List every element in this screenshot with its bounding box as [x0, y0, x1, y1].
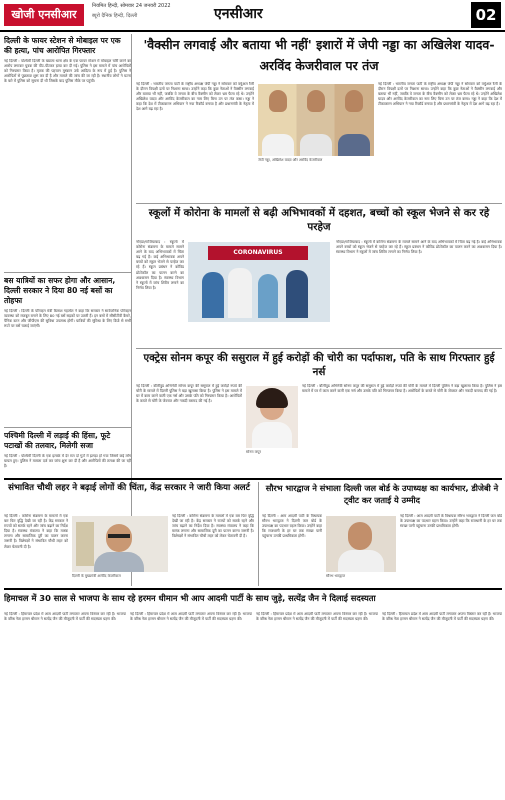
fourth-wave-text: नई दिल्ली : कोरोना संक्रमण के मामलों में एक बार फिर वृद्धि देखी जा रही है। केंद्र सरकार ने राज्यों को सतर्क रहने और जांच बढ़ाने का निर्देश दिया है। स्वास्थ्य मंत्रालय ने कहा कि मास्क लगाना और सामाजिक दूरी का पालन करना जरूरी है। विशेषज्ञों ने संभावित चौथी लहर को लेकर चेतावनी दी है। [4, 514, 68, 549]
fourth-wave-col3 [172, 514, 254, 584]
jal-board-headline-text: सौरभ भारद्वाज ने संभाला दिल्ली जल बोर्ड के उपाध्यक्ष का कार्यभार, डीजेबी ने ट्वीट कर जताई ये उम्मीद [265, 483, 499, 505]
himachal-headline [4, 592, 502, 608]
shoulders [94, 552, 144, 572]
schools-text: नोएडा/गाजियाबाद : स्कूलों में कोरोना संक्रमण के मामले सामने आने के बाद अभिभावकों में चिंता बढ़ गई है। कई अभिभावक अपने बच्चों को स्कूल भेजने से परहेज कर रहे हैं। स्कूल प्रबंधन ने कोविड प्रोटोकॉल का पालन करने का आश्वासन दिया है। स्वास्थ्य विभाग ने स्कूलों में जांच शिविर लगाने का निर्णय लिया है। [336, 240, 502, 255]
divider [258, 482, 259, 586]
himachal-col4 [382, 612, 502, 796]
nadda-story-text-cont: नई दिल्ली : भारतीय जनता पार्टी के राष्ट्रीय अध्यक्ष जेपी नड्डा ने सोमवार को वर्चुअल रैली के दौरान विपक्षी दलों पर निशाना साधा। उन्होंने कहा कि कुछ नेताओं ने वैक्सीन लगवाई और बताया भी नहीं, जबकि वे जनता के बीच वैक्सीन को लेकर भ्रम फैला रहे थे। उन्होंने अखिलेश यादव और अरविंद केजरीवाल का नाम लिए बिना उन पर तंज कसा। नड्डा ने कहा कि देश में टीकाकरण अभियान ने नया रिकॉर्ड बनाया है और प्रधानमंत्री के नेतृत्व में देश आगे बढ़ रहा है। [378, 82, 502, 107]
himachal-text: नई दिल्ली : हिमाचल प्रदेश में आम आदमी पार्टी लगातार अपना विस्तार कर रही है। भाजपा के वरिष्ठ नेता हरमन धीमान ने सत्येंद्र जैन की मौजूदगी में पार्टी की सदस्यता ग्रहण की। [4, 612, 126, 622]
face [348, 522, 372, 550]
jal-board-text: नई दिल्ली : आम आदमी पार्टी के विधायक सौरभ भारद्वाज ने दिल्ली जल बोर्ड के उपाध्यक्ष का पदभार ग्रहण किया। उन्होंने कहा कि राजधानी के हर घर तक स्वच्छ पानी पहुंचाना उनकी प्राथमिकता होगी। [400, 514, 502, 529]
story1-text: नई दिल्ली : पश्चिमी दिल्ली के ख्याला थाना क्षेत्र के एक फायर स्टेशन में मोबाइल चोरी करने का आरोप लगाकर युवक की पीट-पीटकर हत्या कर दी गई। पुलिस ने इस मामले में पांच आरोपितों को गिरफ्तार किया है। मृतक की पहचान मुस्कान उर्फ आदित्य के रूप में हुई है। पुलिस ने आरोपितों से पूछताछ शुरू कर दी है और मामले की जांच की जा रही है। स्थानीय लोगों ने घटना के बारे में पुलिस को सूचना दी थी जिसके बाद पुलिस मौके पर पहुंची। [4, 59, 131, 84]
person-face [345, 90, 363, 112]
story1-headline: दिल्ली के फायर स्टेशन से मोबाइल पर एक की हत्या, पांच आरोपित गिरफ्तार [4, 36, 121, 55]
story3-text: नई दिल्ली : पश्चिमी दिल्ली के एक इलाके में देर रात दो गुटों में झगड़ा हो गया जिसमें कई लोग घायल हुए। पुलिस ने मामला दर्ज कर जांच शुरू कर दी है और आरोपितों की तलाश की जा रही है। [4, 454, 131, 469]
himachal-col2 [130, 612, 252, 796]
kejriwal-caption [72, 574, 168, 584]
sonam-caption [246, 450, 298, 458]
divider [4, 272, 131, 273]
divider [136, 203, 502, 204]
politicians-caption [258, 158, 374, 166]
microphone-stand [76, 522, 94, 566]
nadda-story-text: नई दिल्ली : भारतीय जनता पार्टी के राष्ट्रीय अध्यक्ष जेपी नड्डा ने सोमवार को वर्चुअल रैली के दौरान विपक्षी दलों पर निशाना साधा। उन्होंने कहा कि कुछ नेताओं ने वैक्सीन लगवाई और बताया भी नहीं, जबकि वे जनता के बीच वैक्सीन को लेकर भ्रम फैला रहे थे। उन्होंने अखिलेश यादव और अरविंद केजरीवाल का नाम लिए बिना उन पर तंज कसा। नड्डा ने कहा कि देश में टीकाकरण अभियान ने नया रिकॉर्ड बनाया है और प्रधानमंत्री के नेतृत्व में देश आगे बढ़ रहा है। [136, 82, 254, 112]
caption-text: जेपी नड्डा, अखिलेश यादव और अरविंद केजरीवाल [258, 158, 323, 162]
saurabh-photo [326, 516, 396, 572]
himachal-headline-text: हिमाचल में 30 साल से भाजपा के साथ रहे हरमन धीमान भी आप आदमी पार्टी के साथ जुड़े, सत्येंद्र जैन ने दिलाई सदस्यता [4, 593, 376, 603]
caption-text: दिल्ली के मुख्यमंत्री अरविंद केजरीवाल [72, 574, 121, 578]
banner-headline-text: 'वैक्सीन लगवाई और बताया भी नहीं' इशारों में जेपी नड्डा का अखिलेश यादव-अरविंद केजरीवाल पर तंज [143, 37, 495, 73]
jal-board-headline [262, 482, 502, 512]
section-title: एनसीआर [214, 6, 263, 22]
himachal-col1 [4, 612, 126, 796]
himachal-col3 [256, 612, 378, 796]
info-line: ब्यूरो दैनिक हिन्दी, दिल्ली [92, 13, 138, 19]
glasses [108, 534, 130, 538]
section-rule [4, 588, 502, 590]
divider [4, 427, 131, 428]
fourth-wave-text: नई दिल्ली : कोरोना संक्रमण के मामलों में एक बार फिर वृद्धि देखी जा रही है। केंद्र सरकार ने राज्यों को सतर्क रहने और जांच बढ़ाने का निर्देश दिया है। स्वास्थ्य मंत्रालय ने कहा कि मास्क लगाना और सामाजिक दूरी का पालन करना जरूरी है। विशेषज्ञों ने संभावित चौथी लहर को लेकर चेतावनी दी है। [172, 514, 254, 539]
person-face [269, 90, 287, 112]
fourth-wave-headline [4, 482, 254, 512]
schools-text: नोएडा/गाजियाबाद : स्कूलों में कोरोना संक्रमण के मामले सामने आने के बाद अभिभावकों में चिंता बढ़ गई है। कई अभिभावक अपने बच्चों को स्कूल भेजने से परहेज कर रहे हैं। स्कूल प्रबंधन ने कोविड प्रोटोकॉल का पालन करने का आश्वासन दिया है। स्वास्थ्य विभाग ने स्कूलों में जांच शिविर लगाने का निर्णय लिया है। [136, 240, 184, 290]
health-worker-figure [228, 268, 252, 318]
story3-headline: पश्चिमी दिल्ली में लड़ाई की हिंसा, फूटे पटाखों की तलवार, मिलेगी सजा [4, 431, 111, 450]
person-face [307, 90, 325, 112]
kejriwal-photo [72, 516, 168, 572]
sonam-text: नई दिल्ली : बॉलीवुड अभिनेत्री सोनम कपूर की ससुराल में हुई करोड़ों रुपये की चोरी के मामले में दिल्ली पुलिस ने बड़ा खुलासा किया है। पुलिस ने इस मामले में घर में काम करने वाली एक नर्स और उसके पति को गिरफ्तार किया है। आरोपितों के कब्जे से चोरी के जेवरात और नकदी बरामद की गई है। [136, 384, 242, 404]
jal-board-text: नई दिल्ली : आम आदमी पार्टी के विधायक सौरभ भारद्वाज ने दिल्ली जल बोर्ड के उपाध्यक्ष का पदभार ग्रहण किया। उन्होंने कहा कि राजधानी के हर घर तक स्वच्छ पानी पहुंचाना उनकी प्राथमिकता होगी। [262, 514, 322, 539]
caption-text: सौरभ भारद्वाज [326, 574, 346, 578]
schools-headline [136, 206, 502, 236]
saurabh-caption [326, 574, 396, 584]
shoulders [338, 550, 384, 572]
jal-board-col1 [262, 514, 322, 584]
sonam-story-col2 [302, 384, 502, 474]
divider [136, 348, 502, 349]
fourth-wave-headline-text: संभावित चौथी लहर ने बढ़ाई लोगों की चिंता, केंद्र सरकार ने जारी किया अलर्ट [8, 483, 250, 493]
politicians-photo [258, 84, 374, 156]
himachal-text: नई दिल्ली : हिमाचल प्रदेश में आम आदमी पार्टी लगातार अपना विस्तार कर रही है। भाजपा के वरिष्ठ नेता हरमन धीमान ने सत्येंद्र जैन की मौजूदगी में पार्टी की सदस्यता ग्रहण की। [382, 612, 502, 622]
schools-story-col3 [336, 240, 502, 345]
face [106, 524, 132, 552]
person-figure [300, 134, 332, 156]
section-rule [4, 478, 502, 480]
masthead [0, 0, 505, 32]
story2-text: नई दिल्ली : दिल्ली के परिवहन मंत्री कैलाश गहलोत ने कहा कि सरकार ने सार्वजनिक परिवहन व्यवस्था को मजबूत बनाने के लिए 80 नई बसें सड़कों पर उतारी हैं। इन बसों में सीसीटीवी कैमरे, पैनिक बटन और जीपीएस की सुविधा उपलब्ध होगी। यात्रियों की सुविधा के लिए डिपो से सभी रूटों पर बसें चलाई जाएंगी। [4, 309, 131, 329]
page-number: 02 [471, 2, 501, 28]
person-figure [262, 134, 294, 156]
child-figure [258, 274, 278, 318]
sonam-story-col1 [136, 384, 242, 474]
schools-story-col1 [136, 240, 184, 345]
sonam-headline-text: एक्ट्रेस सोनम कपूर की ससुराल में हुई करोड़ों की चोरी का पर्दाफाश, पति के साथ गिरफ्तार हुई नर्स [143, 352, 495, 378]
coronavirus-photo [188, 242, 330, 322]
person-figure [338, 134, 370, 156]
shoulders [252, 422, 292, 448]
sonam-photo [246, 386, 298, 448]
story2-headline: बस यात्रियों का सफर होगा और आसान, दिल्ली सरकार ने दिया 80 नई बसों का तोहफा [4, 276, 116, 305]
caption-text: सोनम कपूर [246, 450, 261, 454]
sonam-text: नई दिल्ली : बॉलीवुड अभिनेत्री सोनम कपूर की ससुराल में हुई करोड़ों रुपये की चोरी के मामले में दिल्ली पुलिस ने बड़ा खुलासा किया है। पुलिस ने इस मामले में घर में काम करने वाली एक नर्स और उसके पति को गिरफ्तार किया है। आरोपितों के कब्जे से चोरी के जेवरात और नकदी बरामद की गई है। [302, 384, 502, 394]
himachal-text: नई दिल्ली : हिमाचल प्रदेश में आम आदमी पार्टी लगातार अपना विस्तार कर रही है। भाजपा के वरिष्ठ नेता हरमन धीमान ने सत्येंद्र जैन की मौजूदगी में पार्टी की सदस्यता ग्रहण की। [256, 612, 378, 622]
schools-headline-text: स्कूलों में कोरोना के मामलों से बढ़ी अभिभावकों में दहशत, बच्चों को स्कूल भेजने से कर रहे परहेज [148, 207, 490, 233]
nadda-story [136, 82, 254, 200]
coronavirus-banner: CORONAVIRUS [208, 246, 308, 260]
sonam-headline [136, 351, 502, 381]
date-line: नियमित हिन्दी, सोमवार 24 जनवरी 2022 [92, 3, 171, 9]
nadda-story-cont [378, 82, 502, 200]
fourth-wave-col1 [4, 514, 68, 584]
jal-board-col3 [400, 514, 502, 584]
child-figure [286, 270, 308, 318]
himachal-text: नई दिल्ली : हिमाचल प्रदेश में आम आदमी पार्टी लगातार अपना विस्तार कर रही है। भाजपा के वरिष्ठ नेता हरमन धीमान ने सत्येंद्र जैन की मौजूदगी में पार्टी की सदस्यता ग्रहण की। [130, 612, 252, 622]
logo: खोजी एनसीआर [4, 4, 84, 26]
banner-headline [136, 34, 502, 78]
health-worker-figure [202, 272, 224, 318]
hair [256, 388, 288, 408]
